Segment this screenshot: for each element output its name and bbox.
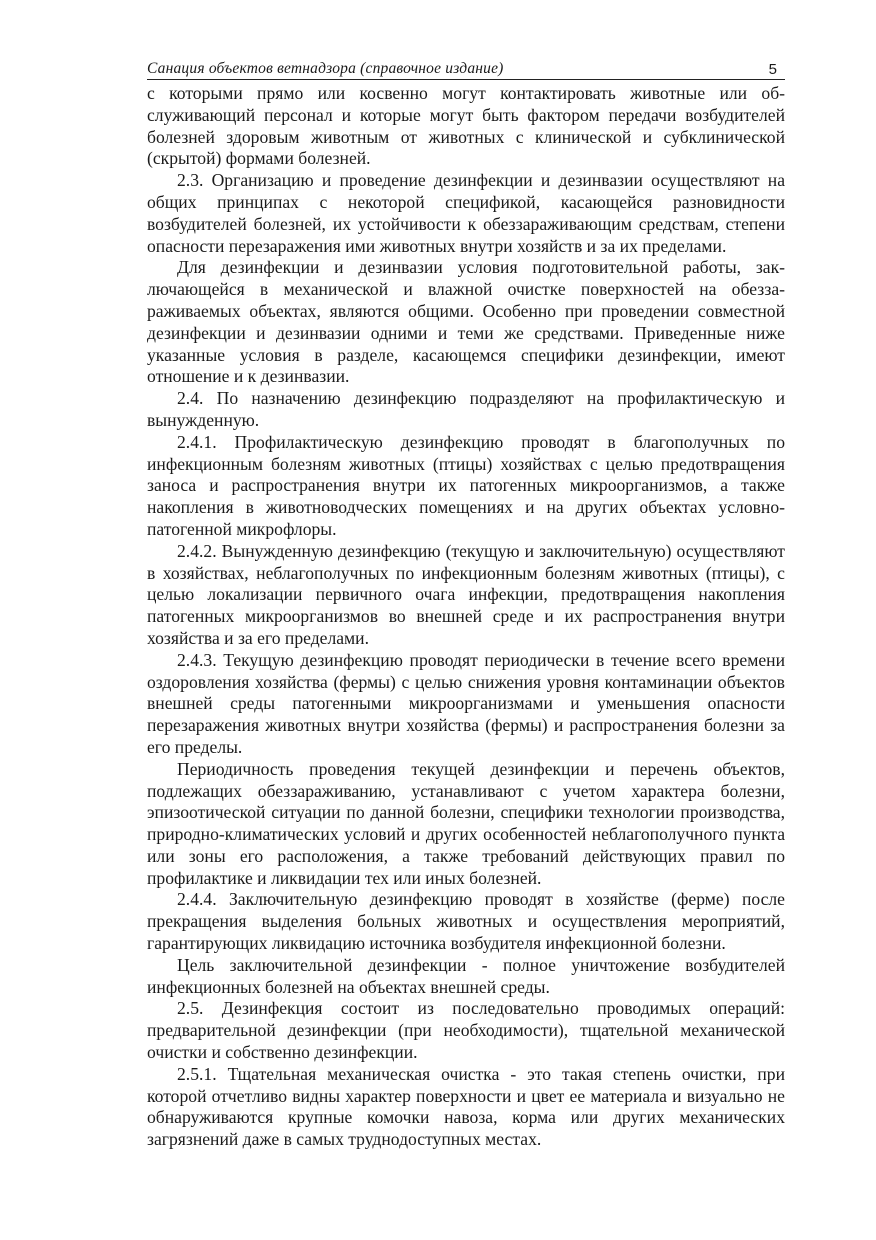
paragraph: 2.3. Организацию и проведение дезинфекции и дезинвазии осуществляют на общих принципах с некоторой спецификой, касающейся разновидности возбудителей болезней, их устойчивости к обеззараживающим средствам, степени опасности перезаражения ими животных внутри хозяйств и за их пределами. xyxy=(147,170,785,256)
paragraph: 2.5.1. Тщательная механическая очистка - это такая степень очистки, при которой отчетливо видны характер поверхности и цвет ее материала и визуально не обнаруживаются крупные комочки навоза, корма или других механических загрязнений даже в самых труднодоступных местах. xyxy=(147,1063,785,1150)
document-page xyxy=(147,58,785,1151)
page-number: 5 xyxy=(768,61,777,78)
paragraph: Периодичность проведения текущей дезинфекции и перечень объектов, подлежащих обеззараживанию, устанавливают с учетом характера болезни, эпизоотической ситуации по данной болезни, специфики технологии производства, природно-климатических условий и других особенностей неблагополучного пункта или зоны его расположения, а также требований действующих правил по профилактике и ликвидации тех или иных болезней. xyxy=(147,758,785,888)
paragraph: с которыми прямо или косвенно могут контактировать животные или обслуживающий персонал и которые могут быть фактором передачи возбудителей болезней здоровым животным от животных с клинической и субклинической (скрытой) формами болезней. xyxy=(147,83,785,169)
paragraph: Для дезинфекции и дезинвазии условия подготовительной работы, заключающейся в механической и влажной очистке поверхностей на обеззараживаемых объектах, являются общими. Особенно при проведении совместной дезинфекции и дезинвазии одними и теми же средствами. Приведенные ниже указанные условия в разделе, касающемся специфики дезинфекции, имеют отношение и к дезинвазии. xyxy=(147,257,785,387)
paragraph: 2.4.1. Профилактическую дезинфекцию проводят в благополучных по инфекционным болезням животных (птицы) хозяйствах с целью предотвращения заноса и распространения внутри их патогенных микроорганизмов, а также накопления в животноводческих помещениях и на других объектах условно-патогенной микрофлоры. xyxy=(147,431,785,539)
paragraph: 2.4.4. Заключительную дезинфекцию проводят в хозяйстве (ферме) после прекращения выделения больных животных и осуществления мероприятий, гарантирующих ликвидацию источника возбудителя инфекционной болезни. xyxy=(147,889,785,954)
running-header-title: Санация объектов ветнадзора (справочное издание) xyxy=(147,60,504,77)
paragraph: Цель заключительной дезинфекции - полное уничтожение возбудителей инфекционных болезней на объектах внешней среды. xyxy=(147,954,785,997)
body-text xyxy=(147,83,785,1151)
paragraph: 2.4.2. Вынужденную дезинфекцию (текущую и заключительную) осуществляют в хозяйствах, неблагополучных по инфекционным болезням животных (птицы), с целью локализации первичного очага инфекции, предотвращения накопления патогенных микроорганизмов во внешней среде и их распространения внутри хозяйства и за его пределами. xyxy=(147,540,785,648)
paragraph: 2.4.3. Текущую дезинфекцию проводят периодически в течение всего времени оздоровления хозяйства (фермы) с целью снижения уровня контаминации объектов внешней среды патогенными микроорганизмами и уменьшения опасности перезаражения животных внутри хозяйства (фермы) и распространения болезни за его пределы. xyxy=(147,649,785,757)
paragraph: 2.4. По назначению дезинфекцию подразделяют на профилактическую и вынужденную. xyxy=(147,388,785,430)
running-header xyxy=(147,58,785,80)
paragraph: 2.5. Дезинфекция состоит из последовательно проводимых операций: предварительной дезинфекции (при необходимости), тщательной механической очистки и собственно дезинфекции. xyxy=(147,998,785,1063)
